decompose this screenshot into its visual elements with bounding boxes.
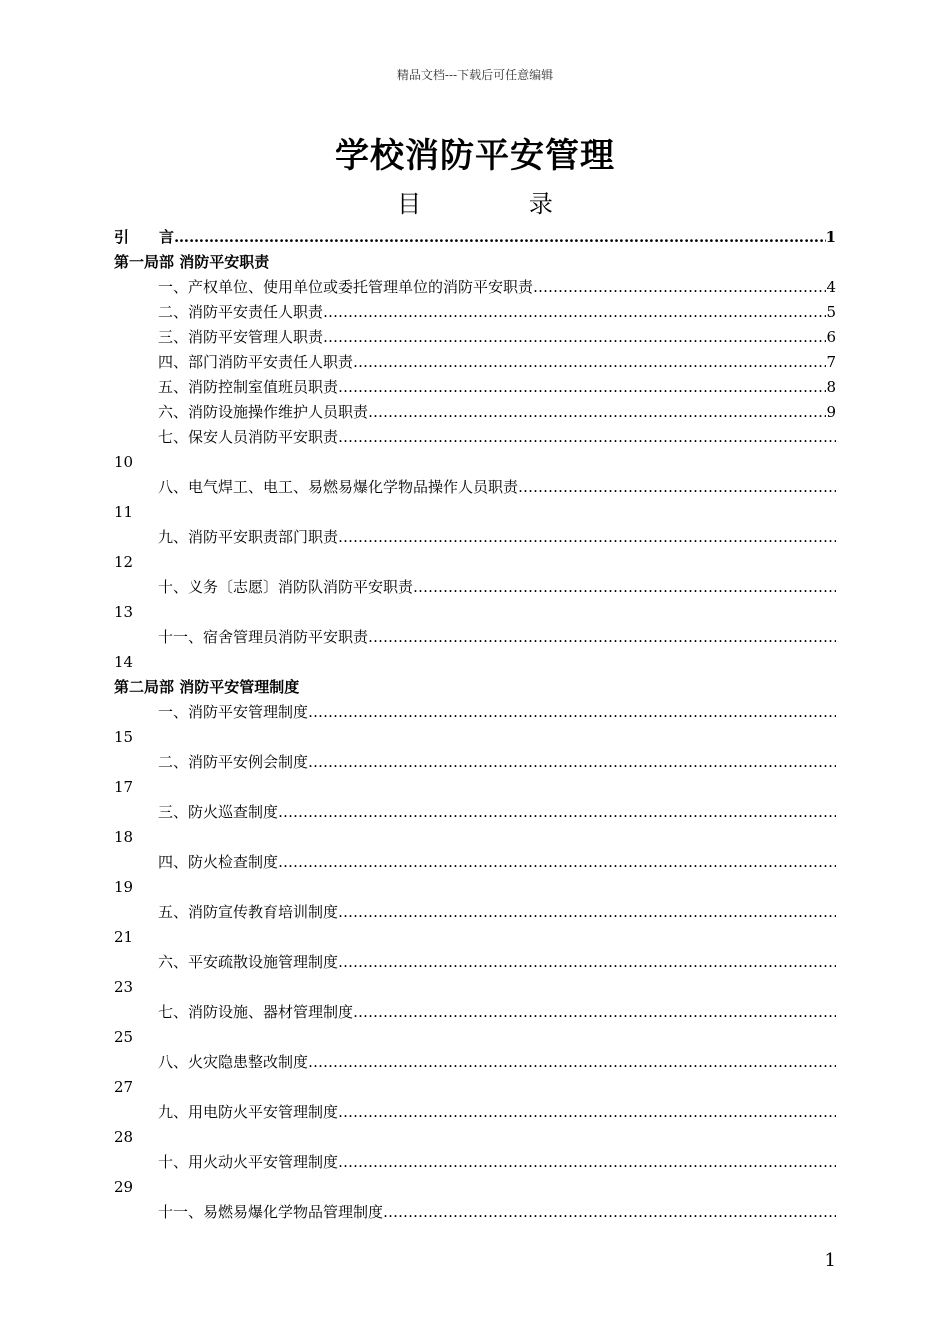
toc-entry-text: 二、消防平安例会制度 (158, 753, 309, 771)
part2-entry[interactable] (114, 800, 836, 825)
part2-heading: 第二局部 消防平安管理制度 (114, 678, 300, 696)
part1-entry[interactable] (114, 350, 836, 375)
toc-page-number: 25 (114, 1028, 134, 1046)
toc-entry-text: 九、消防平安职责部门职责 (158, 528, 339, 546)
intro-label-a: 引 (114, 228, 130, 246)
part2-entry[interactable] (114, 1000, 836, 1025)
part1-entry[interactable] (114, 425, 836, 450)
toc-page-number: 13 (114, 603, 134, 621)
leader-dots (383, 1200, 836, 1225)
toc-page-number: 29 (114, 1178, 134, 1196)
toc-page-number: 21 (114, 928, 134, 946)
toc-page-number: 17 (114, 778, 134, 796)
toc-entry-text: 六、平安疏散设施管理制度 (158, 953, 339, 971)
toc-page-number: 10 (114, 453, 134, 471)
toc-entry-text: 一、消防平安管理制度 (158, 703, 309, 721)
part2-entry[interactable] (114, 900, 836, 925)
toc-page-number: 27 (114, 1078, 134, 1096)
toc-page-number: 14 (114, 653, 134, 671)
leader-dots (518, 475, 836, 500)
toc-entry-text: 九、用电防火平安管理制度 (158, 1103, 339, 1121)
toc-page-number: 6 (826, 328, 836, 346)
part2-entry[interactable] (114, 950, 836, 975)
leader-dots (338, 525, 836, 550)
part1-entry[interactable] (114, 625, 836, 650)
part2-entry[interactable] (114, 700, 836, 725)
page-number: 1 (824, 1250, 836, 1271)
toc-page-number: 15 (114, 728, 134, 746)
leader-dots (368, 625, 836, 650)
toc-page-number: 18 (114, 828, 134, 846)
toc-page-number: 28 (114, 1128, 134, 1146)
leader-dots (353, 350, 826, 375)
part1-entry[interactable] (114, 400, 836, 425)
leader-dots (323, 325, 826, 350)
toc-entry-text: 四、防火检查制度 (158, 853, 279, 871)
part1-entry[interactable] (114, 525, 836, 550)
toc-page-number: 4 (826, 278, 836, 296)
toc-page-number: 9 (826, 403, 836, 421)
toc-page-number: 1 (825, 228, 836, 246)
part1-entry[interactable] (114, 325, 836, 350)
toc-page-number: 5 (826, 303, 836, 321)
leader-dots (368, 400, 826, 425)
leader-dots (174, 225, 826, 250)
toc-page-number: 11 (114, 503, 134, 521)
toc-entry-text: 三、消防平安管理人职责 (158, 328, 324, 346)
leader-dots (338, 900, 836, 925)
toc-heading-char-1: 目 (397, 190, 422, 218)
leader-dots (308, 700, 836, 725)
part2-entry[interactable] (114, 850, 836, 875)
leader-dots (308, 1050, 836, 1075)
part1-heading: 第一局部 消防平安职责 (114, 253, 270, 271)
document-title: 学校消防平安管理 (335, 136, 615, 176)
header-note: 精品文档---下载后可任意编辑 (396, 68, 554, 82)
leader-dots (338, 425, 836, 450)
toc-entry-text: 四、部门消防平安责任人职责 (158, 353, 354, 371)
intro-label-b: 言 (159, 228, 175, 246)
toc-entry-intro[interactable] (114, 225, 836, 250)
part2-entry[interactable] (114, 1100, 836, 1125)
toc-entry-text: 七、保安人员消防平安职责 (158, 428, 339, 446)
toc-entry-text: 十一、宿舍管理员消防平安职责 (158, 628, 369, 646)
leader-dots (278, 800, 836, 825)
part2-entry[interactable] (114, 750, 836, 775)
leader-dots (338, 375, 826, 400)
toc-entry-text: 八、电气焊工、电工、易燃易爆化学物品操作人员职责 (158, 478, 519, 496)
table-of-contents (114, 225, 836, 1225)
toc-page-number: 23 (114, 978, 134, 996)
leader-dots (278, 850, 836, 875)
part1-entry[interactable] (114, 275, 836, 300)
part2-entry[interactable] (114, 1200, 836, 1225)
toc-heading (0, 184, 950, 219)
leader-dots (323, 300, 826, 325)
leader-dots (533, 275, 826, 300)
part1-items (114, 275, 836, 675)
toc-entry-text: 六、消防设施操作维护人员职责 (158, 403, 369, 421)
toc-heading-char-2: 录 (528, 190, 553, 218)
toc-page-number: 19 (114, 878, 134, 896)
toc-entry-text: 十、义务〔志愿〕消防队消防平安职责 (158, 578, 414, 596)
toc-page-number: 8 (826, 378, 836, 396)
toc-entry-text: 七、消防设施、器材管理制度 (158, 1003, 354, 1021)
part1-entry[interactable] (114, 300, 836, 325)
leader-dots (338, 1100, 836, 1125)
toc-entry-text: 三、防火巡查制度 (158, 803, 279, 821)
toc-entry-text: 二、消防平安责任人职责 (158, 303, 324, 321)
part2-entry[interactable] (114, 1050, 836, 1075)
part2-entry[interactable] (114, 1150, 836, 1175)
leader-dots (308, 750, 836, 775)
toc-page-number: 7 (826, 353, 836, 371)
part1-entry[interactable] (114, 475, 836, 500)
toc-entry-text: 十、用火动火平安管理制度 (158, 1153, 339, 1171)
toc-entry-text: 十一、易燃易爆化学物品管理制度 (158, 1203, 384, 1221)
leader-dots (413, 575, 836, 600)
toc-entry-text: 一、产权单位、使用单位或委托管理单位的消防平安职责 (158, 278, 534, 296)
leader-dots (353, 1000, 836, 1025)
leader-dots (338, 1150, 836, 1175)
toc-entry-text: 五、消防宣传教育培训制度 (158, 903, 339, 921)
toc-entry-text: 五、消防控制室值班员职责 (158, 378, 339, 396)
toc-page-number: 12 (114, 553, 134, 571)
toc-entry-text: 八、火灾隐患整改制度 (158, 1053, 309, 1071)
leader-dots (338, 950, 836, 975)
part1-entry[interactable] (114, 375, 836, 400)
part2-items (114, 700, 836, 1225)
part1-entry[interactable] (114, 575, 836, 600)
